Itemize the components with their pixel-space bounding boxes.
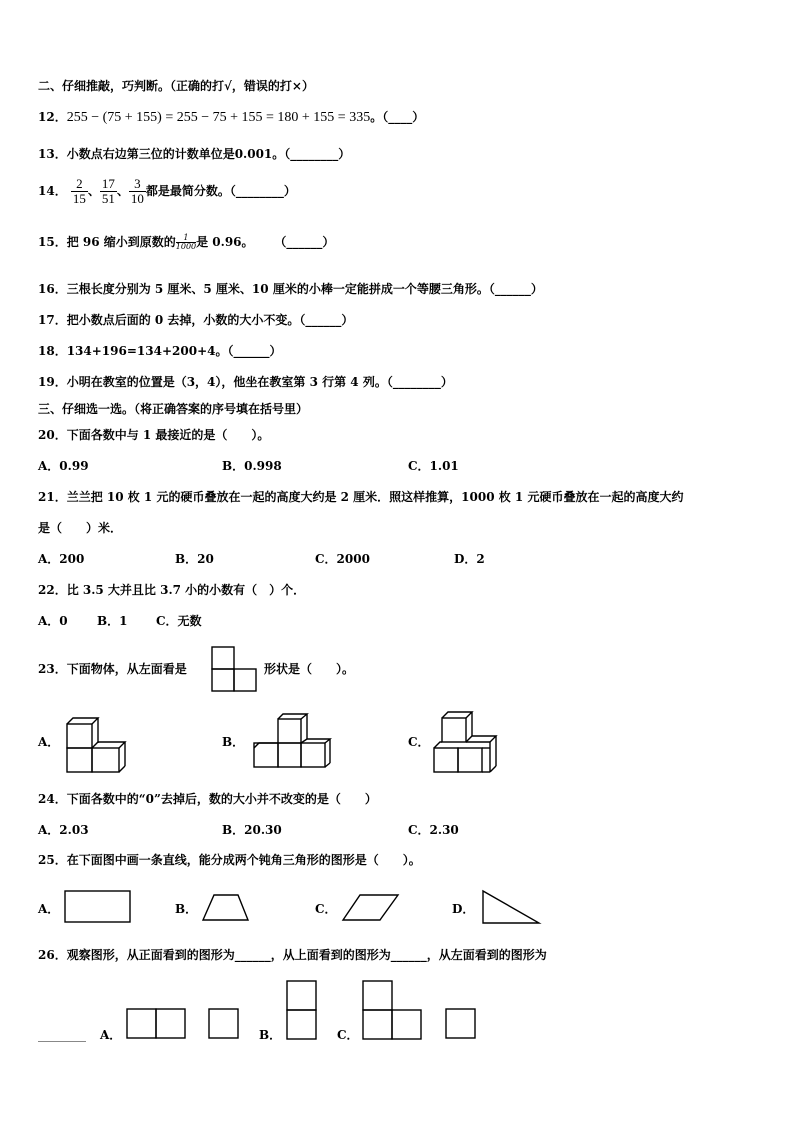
question-20 (38, 427, 269, 443)
question-16 (38, 281, 543, 297)
q20-option-a[interactable]: A．0.99 (38, 459, 89, 473)
q13-text: 小数点右边第三位的计数单位是0.001。（________） (66, 147, 351, 161)
question-15 (38, 230, 334, 254)
q14-fraction-3: $\frac{3}{10}$ (130, 176, 144, 206)
question-12 (38, 109, 424, 126)
q19-text: 小明在教室的位置是（3，4），他坐在教室第 3 行第 4 列。（________） (66, 375, 453, 389)
q21-number: 21． (38, 490, 67, 504)
q21-option-c[interactable]: C．2000 (315, 552, 370, 566)
q23-option-a-cube-figure (64, 715, 130, 773)
q15-number: 15． (38, 235, 67, 249)
question-23 (38, 661, 187, 677)
q25-text: 在下面图中画一条直线，能分成两个钝角三角形的图形是（ ）。 (66, 853, 421, 867)
q21-line2: 是（ ）米． (38, 521, 123, 535)
question-18 (38, 343, 281, 359)
q26-answer-blank: ________ (38, 1028, 86, 1042)
q16-text: 三根长度分别为 5 厘米、5 厘米、10 厘米的小棒一定能拼成一个等腰三角形。（______） (66, 282, 543, 296)
question-17 (38, 312, 353, 328)
q13-number: 13． (38, 147, 67, 161)
question-25 (38, 852, 421, 868)
q22-option-c[interactable]: C．无数 (156, 614, 202, 628)
q22-option-a[interactable]: A．0 (38, 614, 68, 628)
q22-number: 22． (38, 583, 67, 597)
q26-single-square-figure-2 (445, 1008, 479, 1040)
q14-separator-1: 、 (87, 184, 100, 198)
q23-option-c-cube-figure (432, 710, 500, 774)
q26-option-c[interactable]: C． (337, 1028, 359, 1042)
q14-number: 14． (38, 184, 67, 198)
question-22 (38, 582, 305, 598)
q24-text: 下面各数中的“0”去掉后，数的大小并不改变的是（ ） (66, 792, 377, 806)
q25-option-c[interactable]: C． (315, 902, 337, 916)
q26-number: 26． (38, 948, 67, 962)
q26-option-a-figure (126, 1008, 188, 1040)
q25-option-a-rectangle (64, 890, 132, 924)
q16-number: 16． (38, 282, 67, 296)
q15-answer-blank: （______） (274, 235, 335, 249)
q12-expression: 255 − (75 + 155) = 255 − 75 + 155 = 180 + 155 = 335 (66, 110, 371, 125)
q12-answer-blank: 。（____） (370, 110, 425, 124)
q21-option-b[interactable]: B．20 (175, 552, 214, 566)
q15-pre: 把 96 缩小到原数的 (66, 235, 176, 249)
question-19 (38, 374, 453, 390)
q25-option-b-trapezoid (202, 894, 250, 922)
q23-pre: 下面物体，从左面看是 (66, 662, 187, 676)
q17-text: 把小数点后面的 0 去掉，小数的大小不变。（______） (66, 313, 354, 327)
q26-single-square-figure (208, 1008, 242, 1040)
q23-option-b[interactable]: B． (222, 735, 245, 749)
q17-number: 17． (38, 313, 67, 327)
q25-option-a[interactable]: A． (38, 902, 60, 916)
q26-option-a[interactable]: A． (100, 1028, 122, 1042)
q20-text: 下面各数中与 1 最接近的是（ ）。 (66, 428, 270, 442)
q18-text: 134+196=134+200+4。（______） (66, 344, 282, 358)
q22-text: 比 3.5 大并且比 3.7 小的小数有（ ）个． (66, 583, 306, 597)
question-13 (38, 146, 350, 162)
q23-number: 23． (38, 662, 67, 676)
q23-option-b-cube-figure (252, 712, 334, 770)
q22-option-b[interactable]: B．1 (97, 614, 128, 628)
question-24 (38, 791, 377, 807)
q26-option-b[interactable]: B． (259, 1028, 282, 1042)
q25-option-d[interactable]: D． (452, 902, 475, 916)
q25-number: 25． (38, 853, 67, 867)
q24-option-b[interactable]: B．20.30 (222, 823, 282, 837)
q23-option-c[interactable]: C． (408, 735, 430, 749)
q26-option-c-figure (362, 980, 424, 1042)
q19-number: 19． (38, 375, 67, 389)
q20-option-c[interactable]: C．1.01 (408, 459, 459, 473)
q23-post: 形状是（ ）。 (264, 662, 355, 676)
q15-fraction: $\frac{1}{1000}$ (175, 233, 197, 251)
q14-fraction-2: $\frac{17}{51}$ (101, 176, 115, 206)
q21-option-d[interactable]: D．2 (454, 552, 485, 566)
q18-number: 18． (38, 344, 67, 358)
q24-option-c[interactable]: C．2.30 (408, 823, 459, 837)
q21-line1: 兰兰把 10 枚 1 元的硬币叠放在一起的高度大约是 2 厘米．照这样推算，1000 枚 1 元硬币叠放在一起的高度大约 (66, 490, 684, 504)
q14-fraction-1: $\frac{2}{15}$ (72, 176, 86, 206)
question-21 (38, 489, 683, 505)
q23-left-view-figure (211, 646, 257, 692)
question-14 (38, 172, 296, 210)
section2-title: 二、仔细推敲，巧判断。（正确的打√，错误的打×） (38, 79, 314, 93)
q25-option-d-right-triangle (482, 890, 542, 926)
q20-option-b[interactable]: B．0.998 (222, 459, 282, 473)
q26-option-b-figure (286, 980, 318, 1042)
q25-option-c-parallelogram (342, 894, 400, 922)
q14-separator-2: 、 (116, 184, 129, 198)
q20-number: 20． (38, 428, 67, 442)
q24-number: 24． (38, 792, 67, 806)
question-26 (38, 947, 547, 963)
q25-option-b[interactable]: B． (175, 902, 198, 916)
q12-number: 12． (38, 110, 67, 124)
q26-text: 观察图形，从正面看到的图形为______，从上面看到的图形为______，从左面看到的图形为 (66, 948, 547, 962)
q24-option-a[interactable]: A．2.03 (38, 823, 89, 837)
section3-title: 三、仔细选一选。（将正确答案的序号填在括号里） (38, 402, 309, 416)
q21-option-a[interactable]: A．200 (38, 552, 85, 566)
q14-text: 都是最简分数。（________） (145, 184, 296, 198)
q23-option-a[interactable]: A． (38, 735, 60, 749)
q15-post: 是 0.96。 (196, 235, 254, 249)
